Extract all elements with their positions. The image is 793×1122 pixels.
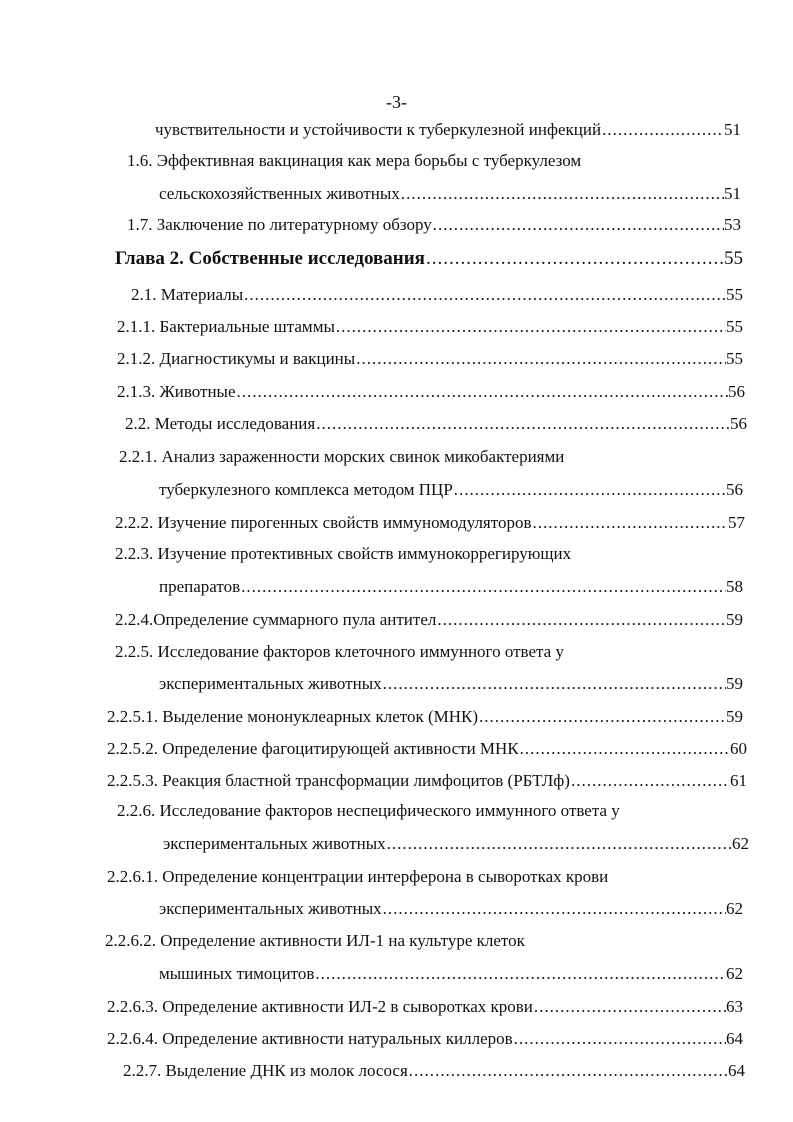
toc-entry-page: 59	[726, 674, 743, 693]
toc-entry	[117, 348, 743, 370]
toc-entry-text: 2.1. Материалы	[131, 285, 244, 304]
toc-entry-page: 59	[726, 610, 743, 629]
toc-entry	[115, 543, 571, 565]
toc-entry	[107, 996, 743, 1018]
leader-dots	[425, 248, 724, 270]
toc-entry-text: 2.2.6. Исследование факторов неспецифического иммунного ответа у	[117, 801, 620, 820]
toc-entry	[119, 446, 564, 468]
toc-entry	[107, 706, 743, 728]
toc-entry	[127, 214, 741, 236]
toc-entry	[107, 1028, 743, 1050]
toc-entry-text: экспериментальных животных	[159, 674, 382, 693]
toc-entry-page: 53	[724, 215, 741, 234]
toc-entry-text: 1.7. Заключение по литературному обзору	[127, 215, 432, 234]
toc-entry-text: 2.2.5.2. Определение фагоцитирующей активности МНК	[107, 739, 519, 758]
toc-entry	[159, 898, 743, 920]
toc-entry	[107, 738, 747, 760]
toc-entry-page: 55	[726, 317, 743, 336]
toc-entry-text: 2.2.5.3. Реакция бластной трансформации лимфоцитов (РБТЛф)	[107, 771, 570, 790]
leader-dots	[408, 1060, 728, 1082]
toc-entry	[159, 479, 743, 501]
toc-entry	[159, 576, 743, 598]
leader-dots	[453, 479, 726, 501]
toc-entry	[115, 609, 743, 631]
toc-entry	[159, 183, 741, 205]
leader-dots	[478, 706, 726, 728]
toc-entry-page: 57	[728, 513, 745, 532]
toc-entry	[131, 284, 743, 306]
leader-dots	[382, 898, 726, 920]
toc-entry-text: сельскохозяйственных животных	[159, 184, 400, 203]
toc-entry	[117, 316, 743, 338]
toc-entry	[115, 512, 745, 534]
leader-dots	[436, 609, 726, 631]
toc-entry-page: 60	[730, 739, 747, 758]
leader-dots	[519, 738, 730, 760]
toc-entry-text: 2.2. Методы исследования	[125, 414, 316, 433]
toc-entry-page: 56	[726, 480, 743, 499]
leader-dots	[240, 576, 726, 598]
toc-entry-text: 2.1.1. Бактериальные штаммы	[117, 317, 335, 336]
toc-entry	[125, 413, 747, 435]
toc-entry	[115, 641, 564, 663]
toc-entry-text: 2.2.1. Анализ зараженности морских свинок микобактериями	[119, 447, 565, 466]
toc-entry	[127, 150, 581, 172]
leader-dots	[243, 284, 726, 306]
toc-entry-text: 2.2.6.2. Определение активности ИЛ-1 на культуре клеток	[105, 931, 525, 950]
toc-entry-page: 61	[730, 771, 747, 790]
toc-entry	[159, 673, 743, 695]
toc-entry-text: 2.2.7. Выделение ДНК из молок лосося	[123, 1061, 408, 1080]
toc-entry	[105, 930, 525, 952]
toc-entry-page: 51	[724, 184, 741, 203]
toc-entry-text: 2.2.5.1. Выделение мононуклеарных клеток (МНК)	[107, 707, 479, 726]
leader-dots	[533, 996, 726, 1018]
leader-dots	[314, 963, 726, 985]
leader-dots	[513, 1028, 726, 1050]
toc-entry-page: 63	[726, 997, 743, 1016]
leader-dots	[386, 833, 732, 855]
toc-chapter-entry	[115, 248, 743, 270]
leader-dots	[531, 512, 728, 534]
toc-entry-page: 51	[724, 120, 741, 139]
toc-entry	[107, 866, 608, 888]
toc-entry	[163, 833, 749, 855]
toc-entry-text: 2.1.2. Диагностикумы и вакцины	[117, 349, 356, 368]
toc-entry-page: 59	[726, 707, 743, 726]
toc-entry	[117, 800, 620, 822]
toc-entry-text: мышиных тимоцитов	[159, 964, 315, 983]
toc-entry	[155, 119, 741, 141]
leader-dots	[382, 673, 726, 695]
toc-entry-text: 2.2.6.3. Определение активности ИЛ-2 в сыворотках крови	[107, 997, 533, 1016]
toc-entry-page: 58	[726, 577, 743, 596]
toc-entry-text: чувствительности и устойчивости к туберкулезной инфекций	[155, 120, 602, 139]
toc-entry-text: 2.1.3. Животные	[117, 382, 236, 401]
leader-dots	[355, 348, 726, 370]
toc-entry-text: 2.2.2. Изучение пирогенных свойств иммуномодуляторов	[115, 513, 532, 532]
toc-entry-text: 2.2.5. Исследование факторов клеточного иммунного ответа у	[115, 642, 564, 661]
toc-entry-page: 62	[726, 964, 743, 983]
toc-entry-page: 62	[732, 834, 749, 853]
toc-entry-page: 55	[726, 285, 743, 304]
leader-dots	[315, 413, 730, 435]
toc-entry-page: 64	[728, 1061, 745, 1080]
toc-entry	[117, 381, 745, 403]
toc-entry-page: 56	[730, 414, 747, 433]
leader-dots	[601, 119, 724, 141]
toc-entry-text: 2.2.6.1. Определение концентрации интерферона в сыворотках крови	[107, 867, 609, 886]
leader-dots	[335, 316, 726, 338]
toc-entry-page: 62	[726, 899, 743, 918]
toc-entry-text: 2.2.4.Определение суммарного пула антител	[115, 610, 437, 629]
leader-dots	[400, 183, 724, 205]
leader-dots	[236, 381, 728, 403]
toc-entry-page: 56	[728, 382, 745, 401]
toc-entry-text: экспериментальных животных	[159, 899, 382, 918]
leader-dots	[570, 770, 730, 792]
toc-entry-text: туберкулезного комплекса методом ПЦР	[159, 480, 453, 499]
toc-entry-page: 64	[726, 1029, 743, 1048]
toc-entry-text: 2.2.6.4. Определение активности натуральных киллеров	[107, 1029, 513, 1048]
toc-entry-text: препаратов	[159, 577, 241, 596]
toc-entry-text: экспериментальных животных	[163, 834, 386, 853]
toc-entry-page: 55	[724, 248, 743, 269]
toc-entry-text: Глава 2. Собственные исследования	[115, 248, 425, 269]
leader-dots	[432, 214, 724, 236]
toc-entry-page: 55	[726, 349, 743, 368]
toc-entry	[159, 963, 743, 985]
toc-entry-text: 2.2.3. Изучение протективных свойств иммунокоррегирующих	[115, 544, 572, 563]
toc-entry	[123, 1060, 745, 1082]
page-number: -3-	[386, 92, 407, 112]
toc-entry	[107, 770, 747, 792]
toc-entry-text: 1.6. Эффективная вакцинация как мера борьбы с туберкулезом	[127, 151, 582, 170]
